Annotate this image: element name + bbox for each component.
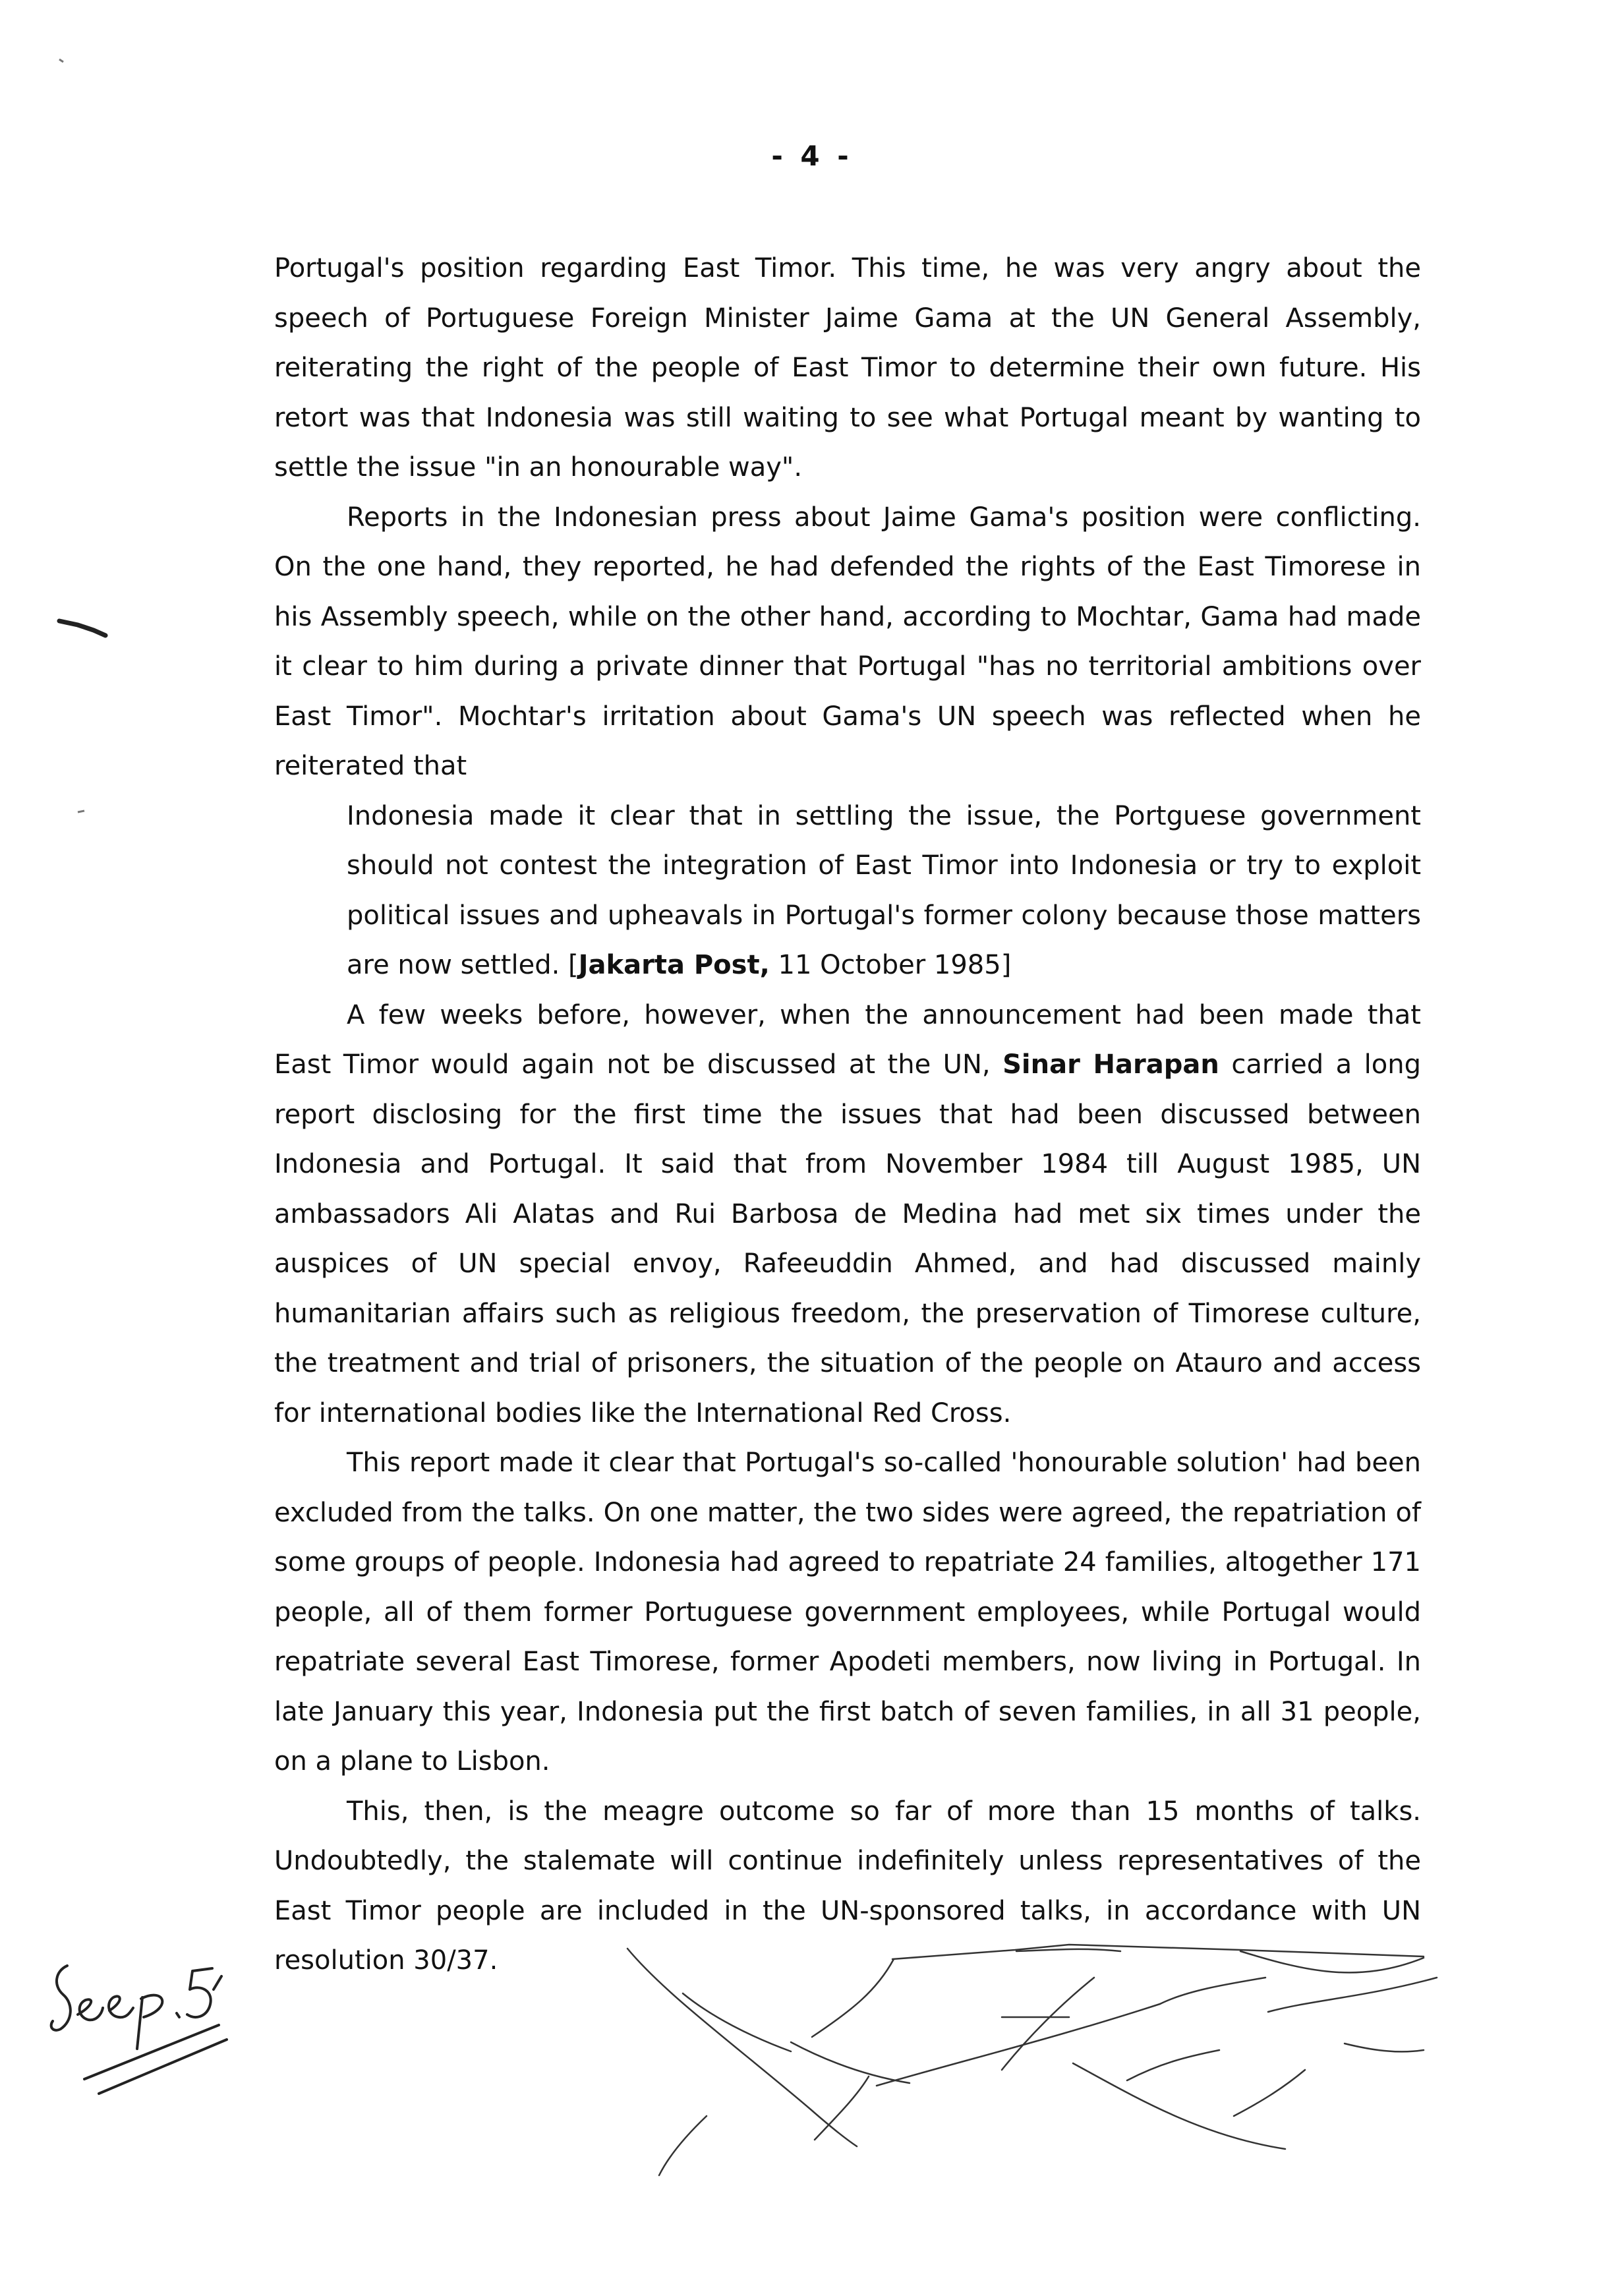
block-quote	[347, 792, 1421, 991]
page-number: - 4 -	[771, 140, 853, 172]
paragraph-5: This, then, is the meagre outcome so far of more than 15 months of talks. Undoubtedly, the stalemate will continue indefinitely unless representatives of the East Timor people are included in the UN-sponsored talks, in accordance with UN resolution 30/37.	[274, 1796, 1421, 1976]
see-page-5-handwriting	[51, 1966, 227, 2094]
document-body	[274, 244, 1421, 1986]
newspaper-name: Sinar Harapan	[1002, 1049, 1219, 1080]
paragraph-4: This report made it clear that Portugal's so-called 'honourable solution' had been excluded from the talks. On one matter, the two sides were agreed, the repatriation of some groups of people. Indonesia had agreed to repatriate 24 families, altogether 171 people, all of them former Portuguese government employees, while Portugal would repatriate several East Timorese, former Apodeti members, now living in Portugal. In late January this year, Indonesia put the first batch of seven families, in all 31 people, on a plane to Lisbon.	[274, 1448, 1421, 1777]
paragraph-3-start: A few weeks before, however, when the announcement had been made that East Timor would again not be discussed at the UN,	[274, 999, 1421, 1080]
paragraph-1: Portugal's position regarding East Timor. This time, he was very angry about the speech of Portuguese Foreign Minister Jaime Gama at the UN General Assembly, reiterating the right of the people of East Timor to determine their own future. His retort was that Indonesia was still waiting to see what Portugal meant by wanting to settle the issue "in an honourable way".	[274, 253, 1421, 483]
quote-text: Indonesia made it clear that in settling the issue, the Portguese government should not contest the integration of East Timor into Indonesia or try to exploit political issues and upheavals in Portugal's former colony because those matters are now settled. [	[347, 800, 1421, 980]
paragraph-3-rest: carried a long report disclosing for the first time the issues that had been discussed between Indonesia and Portugal. It said that from November 1984 till August 1985, UN ambassadors Ali Alatas and Rui Barbosa de Medina had met six times under the auspices of UN special envoy, Rafeeuddin Ahmed, and had discussed mainly humanitarian affairs such as religious freedom, the preservation of Timorese culture, the treatment and trial of prisoners, the situation of the people on Atauro and access for international bodies like the International Red Cross.	[274, 1049, 1421, 1428]
paragraph-2: Reports in the Indonesian press about Jaime Gama's position were conflicting. On the one hand, they reported, he had defended the rights of the East Timorese in his Assembly speech, while on the other hand, according to Mochtar, Gama had made it clear to him during a private dinner that Portugal "has no territorial ambitions over East Timor". Mochtar's irritation about Gama's UN speech was reflected when he reiterated that	[274, 502, 1421, 781]
margin-tick-mark	[59, 621, 105, 635]
quote-date: 11 October 1985]	[769, 950, 1012, 980]
quote-source: Jakarta Post,	[578, 950, 770, 980]
paragraph-3	[274, 991, 1421, 1439]
margin-dot	[59, 59, 63, 62]
margin-dash	[78, 811, 84, 812]
